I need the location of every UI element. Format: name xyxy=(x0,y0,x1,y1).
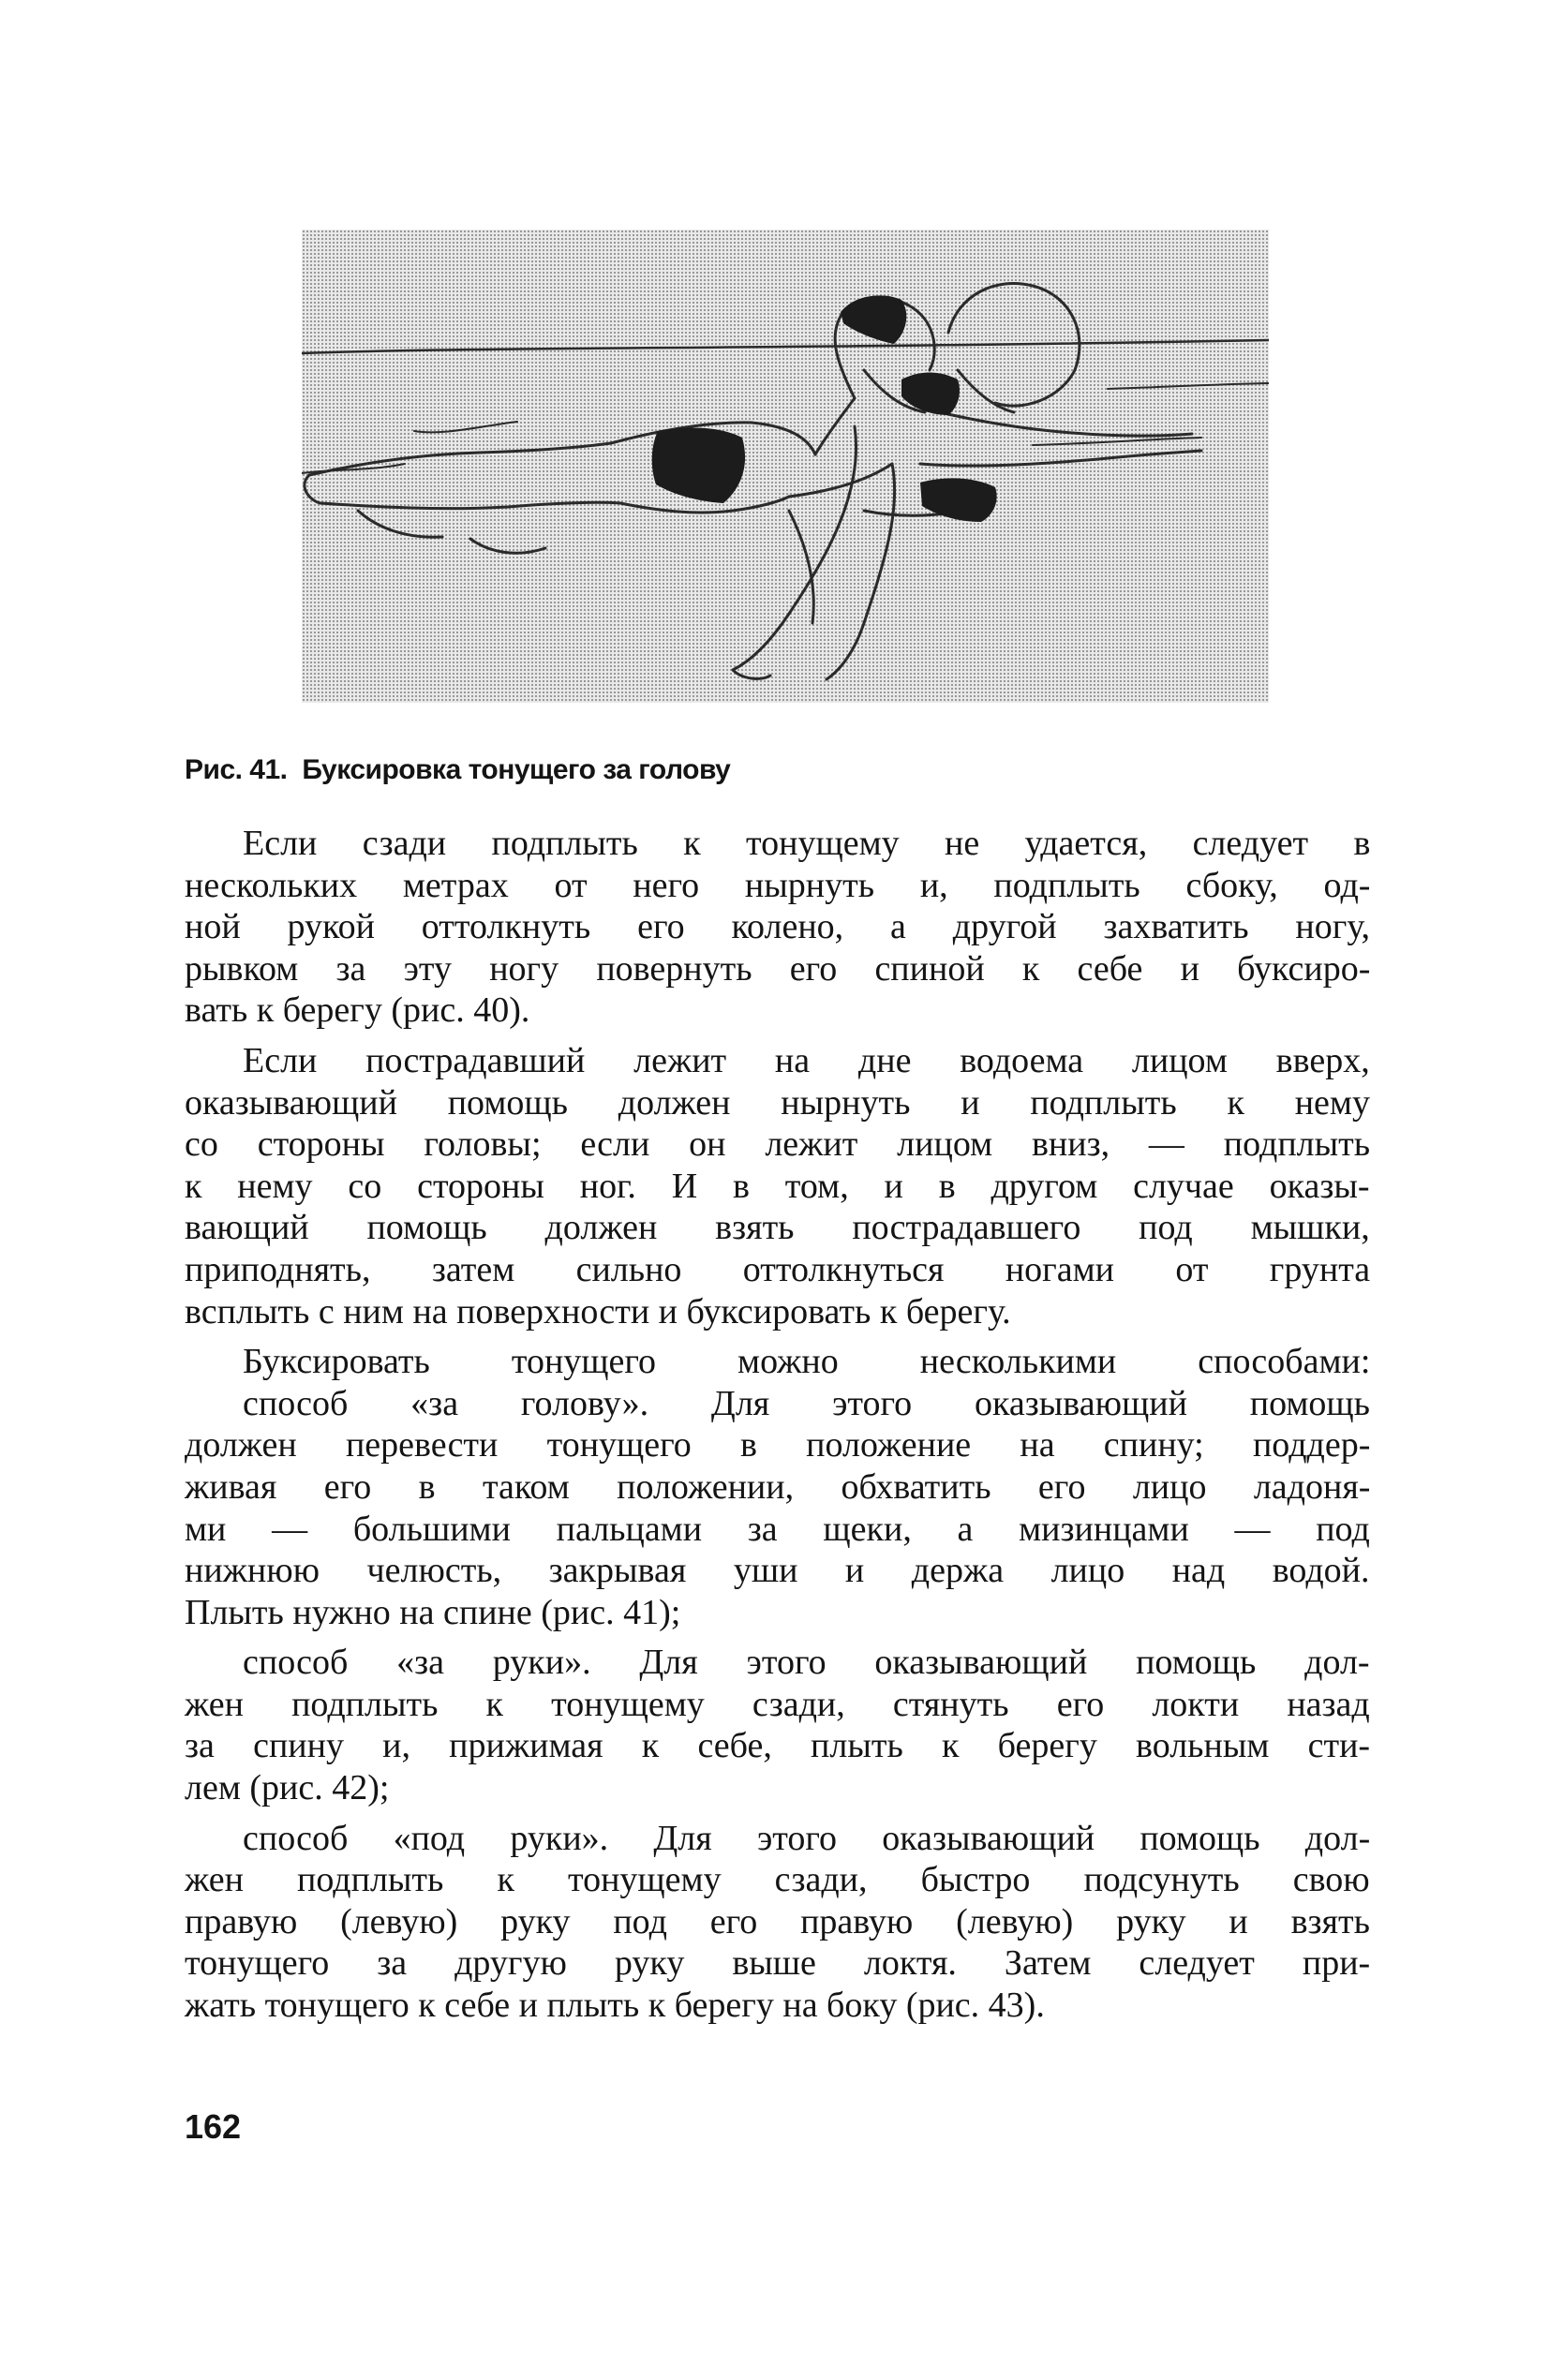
text-line: нижнюю челюсть, закрывая уши и держа лицо над водой. xyxy=(185,1551,1370,1591)
swimmers-drawing xyxy=(302,230,1269,703)
text-line: со стороны головы; если он лежит лицом вниз, — подплыть xyxy=(185,1124,1371,1165)
text-line: жен подплыть к тонущему сзади, стянуть его локти назад xyxy=(185,1684,1370,1724)
text-line: вающий помощь должен взять пострадавшего под мышки, xyxy=(185,1208,1370,1248)
paragraph xyxy=(185,823,1370,1032)
text-line: способ «за голову». Для этого оказывающий помощь xyxy=(243,1383,1371,1423)
text-line: ной рукой оттолкнуть его колено, а другой захватить ногу, xyxy=(185,907,1371,947)
text-line: нескольких метрах от него нырнуть и, подплыть сбоку, од- xyxy=(185,865,1371,905)
text-line: жать тонущего к себе и плыть к берегу на боку (рис. 43). xyxy=(185,1986,1045,2026)
text-line: живая его в таком положении, обхватить его лицо ладоня- xyxy=(185,1466,1371,1507)
text-line: жен подплыть к тонущему сзади, быстро подсунуть свою xyxy=(185,1860,1370,1900)
figure-caption xyxy=(185,754,1309,786)
figure-illustration xyxy=(302,230,1269,703)
paragraph xyxy=(185,1642,1370,1808)
text-line: правую (левую) руку под его правую (левую) руку и взять xyxy=(185,1901,1370,1941)
text-line: Если сзади подплыть к тонущему не удается, следует в xyxy=(243,824,1371,863)
paragraph xyxy=(185,1818,1370,2027)
text-line: всплыть с ним на поверхности и буксировать к берегу. xyxy=(185,1291,1011,1331)
text-line: за спину и, прижимая к себе, плыть к берегу вольным сти- xyxy=(185,1726,1371,1766)
paragraph xyxy=(185,1040,1370,1332)
page-number: 162 xyxy=(185,2107,242,2146)
body-text xyxy=(185,823,1370,2035)
text-line: приподнять, затем сильно оттолкнуться ногами от грунта xyxy=(185,1249,1371,1289)
text-line: лем (рис. 42); xyxy=(185,1768,390,1808)
text-line: вать к берегу (рис. 40). xyxy=(185,990,530,1031)
text-line: оказывающий помощь должен нырнуть и подплыть к нему xyxy=(185,1082,1370,1123)
text-line: Если пострадавший лежит на дне водоема лицом вверх, xyxy=(243,1040,1370,1080)
text-line: должен перевести тонущего в положение на спину; поддер- xyxy=(185,1425,1371,1465)
figure-caption-text: Буксировка тонущего за голову xyxy=(302,754,731,785)
text-line: способ «за руки». Для этого оказывающий помощь дол- xyxy=(243,1643,1370,1683)
text-line: Плыть нужно на спине (рис. 41); xyxy=(185,1592,681,1632)
text-line: ми — большими пальцами за щеки, а мизинцами — под xyxy=(185,1509,1370,1549)
text-line: тонущего за другую руку выше локтя. Затем следует при- xyxy=(185,1943,1371,1984)
text-line: Буксировать тонущего можно несколькими способами: xyxy=(243,1342,1371,1382)
paragraph xyxy=(185,1341,1370,1633)
text-line: рывком за эту ногу повернуть его спиной к себе и буксиро- xyxy=(185,948,1371,989)
text-line: к нему со стороны ног. И в том, и в другом случае оказы- xyxy=(185,1166,1370,1206)
text-line: способ «под руки». Для этого оказывающий помощь дол- xyxy=(243,1818,1371,1858)
figure-caption-label: Рис. 41. xyxy=(185,754,288,785)
